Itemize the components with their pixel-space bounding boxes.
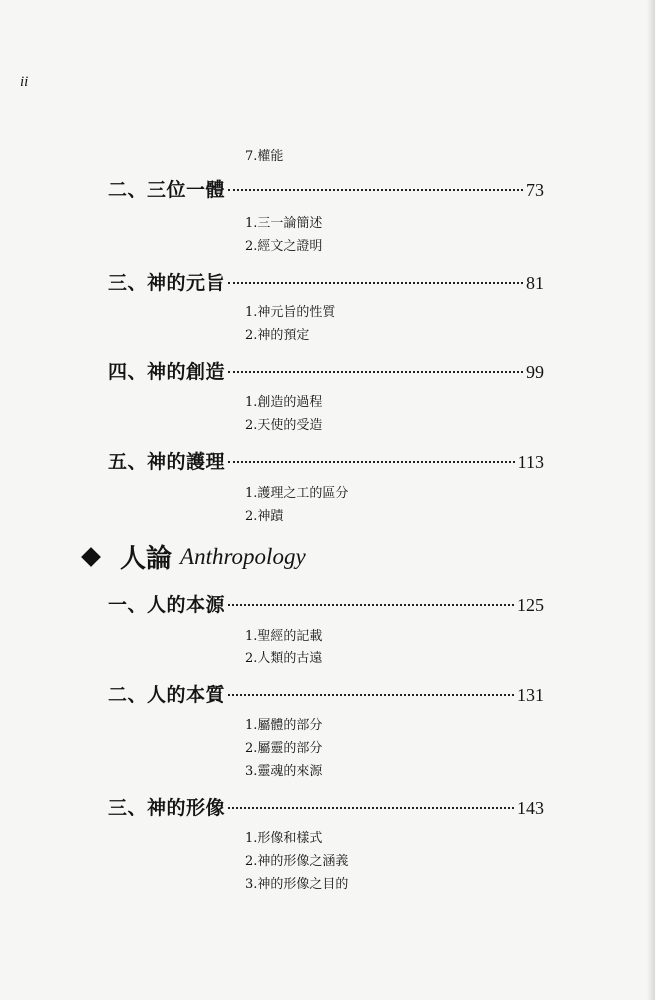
toc-sub-item: 2.神的形像之涵義 — [245, 854, 349, 869]
toc-sub-item: 7.權能 — [245, 149, 284, 164]
toc-entry-page: 99 — [526, 362, 544, 382]
toc-entry[interactable] — [108, 175, 544, 202]
dot-leader — [228, 694, 514, 696]
toc-entry[interactable] — [108, 357, 544, 384]
part-title-cn: 人論 — [120, 544, 173, 574]
part-heading — [80, 538, 306, 575]
toc-sub-item: 3.神的形像之目的 — [245, 877, 349, 892]
toc-entry-page: 131 — [517, 685, 544, 705]
toc-sub-item: 2.神的預定 — [245, 328, 310, 343]
toc-sub-item: 1.神元旨的性質 — [245, 305, 336, 320]
toc-sub-item: 2.屬靈的部分 — [245, 741, 323, 756]
part-title-en: Anthropology — [180, 543, 306, 569]
dot-leader — [228, 282, 523, 284]
toc-entry-title: 二、人的本質 — [108, 684, 226, 706]
toc-entry[interactable] — [108, 590, 544, 617]
toc-sub-item: 2.經文之證明 — [245, 239, 323, 254]
toc-sub-item: 2.神蹟 — [245, 509, 284, 524]
toc-entry-page: 113 — [517, 452, 544, 472]
toc-sub-item: 2.天使的受造 — [245, 418, 323, 433]
toc-sub-item: 1.屬體的部分 — [245, 718, 323, 733]
toc-entry-title: 二、三位一體 — [108, 179, 226, 201]
toc-entry-title: 三、神的形像 — [108, 797, 226, 819]
dot-leader — [228, 604, 514, 606]
page-edge-shadow — [647, 0, 655, 1000]
toc-entry-page: 125 — [517, 595, 544, 615]
dot-leader — [228, 371, 523, 373]
toc-sub-item: 1.創造的過程 — [245, 395, 323, 410]
toc-entry[interactable] — [108, 447, 544, 474]
dot-leader — [228, 189, 523, 191]
toc-sub-item: 3.靈魂的來源 — [245, 764, 323, 779]
toc-entry[interactable] — [108, 793, 544, 820]
toc-entry[interactable] — [108, 680, 544, 707]
dot-leader — [228, 807, 514, 809]
toc-sub-item: 2.人類的古遠 — [245, 651, 323, 666]
toc-entry-title: 三、神的元旨 — [108, 272, 226, 294]
page-number: ii — [20, 74, 29, 90]
toc-entry-title: 一、人的本源 — [108, 594, 226, 616]
toc-sub-item: 1.聖經的記載 — [245, 629, 323, 644]
toc-entry[interactable] — [108, 268, 544, 295]
toc-entry-page: 143 — [517, 798, 544, 818]
toc-sub-item: 1.護理之工的區分 — [245, 486, 349, 501]
toc-entry-page: 73 — [526, 180, 544, 200]
toc-entry-title: 五、神的護理 — [108, 451, 226, 473]
toc-sub-item: 1.形像和樣式 — [245, 831, 323, 846]
toc-entry-page: 81 — [526, 273, 544, 293]
toc-entry-title: 四、神的創造 — [108, 361, 226, 383]
diamond-bullet-icon — [81, 547, 101, 567]
dot-leader — [228, 461, 515, 463]
toc-sub-item: 1.三一論簡述 — [245, 216, 323, 231]
